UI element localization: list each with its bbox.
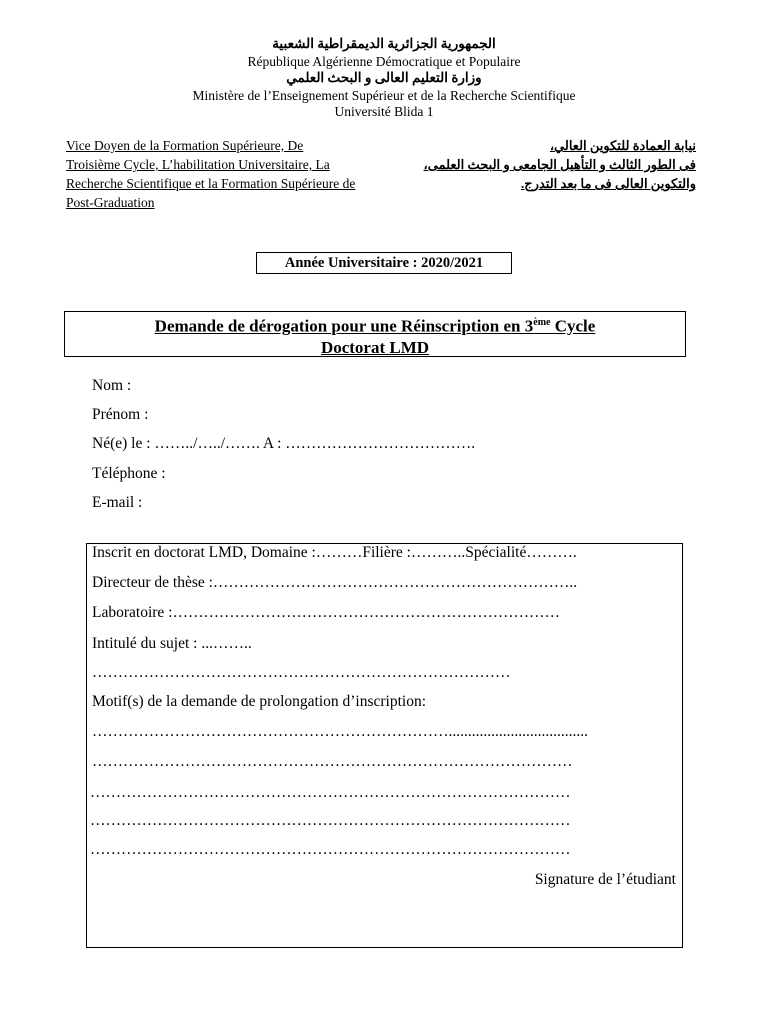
doctorate-info-box <box>86 543 683 948</box>
form-title-line2: Doctorat LMD <box>320 337 430 357</box>
ministry-name: Ministère de l’Enseignement Supérieur et de la Recherche Scientifique <box>192 88 576 103</box>
field-nom[interactable]: Nom : <box>92 377 132 394</box>
motif-label: Motif(s) de la demande de prolongation d’inscription: <box>92 693 427 710</box>
vice-dean-line: Troisième Cycle, L’habilitation Universitaire, La <box>66 157 330 172</box>
title-text: Demande de dérogation pour une Réinscription en 3 <box>154 316 534 336</box>
field-laboratoire[interactable]: Laboratoire :………………………………………………………………… <box>92 604 560 621</box>
vice-dean-line: Vice Doyen de la Formation Supérieure, De <box>66 138 304 153</box>
vice-dean-french <box>66 136 416 212</box>
vice-dean-arabic <box>406 136 696 193</box>
university-name: Université Blida 1 <box>334 104 434 119</box>
arabic-republic-name: الجمهورية الجزائرية الديمقراطية الشعبية <box>272 36 496 51</box>
signature-label: Signature de l’étudiant <box>534 871 676 888</box>
field-intitule-sujet-continued[interactable]: ……………………………………………………………………… <box>92 664 511 681</box>
field-date-naissance[interactable]: Né(e) le : ……../…../……. A : ………………………………. <box>92 435 476 452</box>
form-title-box <box>64 311 686 357</box>
vice-dean-line: Recherche Scientifique et la Formation Supérieure de <box>66 176 356 191</box>
vice-dean-line: Post-Graduation <box>66 195 155 210</box>
field-intitule-sujet[interactable]: Intitulé du sujet : ...…….. <box>92 635 252 652</box>
academic-year-box: Année Universitaire : 2020/2021 <box>256 252 512 274</box>
form-title-line1 <box>65 312 685 337</box>
motif-line[interactable]: …………………………………………………………….................................... <box>92 723 588 740</box>
vice-dean-arabic-line: نيابة العمادة للتكوين العالي، <box>549 138 696 153</box>
motif-line[interactable]: ………………………………………………………………………………… <box>90 841 571 858</box>
vice-dean-arabic-line: والتكوين العالى فى ما بعد التدرج. <box>521 176 696 191</box>
motif-line[interactable]: ………………………………………………………………………………… <box>90 784 571 801</box>
field-directeur-these[interactable]: Directeur de thèse :…………………………………………………………….. <box>92 574 578 591</box>
arabic-ministry-name: وزارة التعليم العالى و البحث العلمي <box>286 70 482 85</box>
title-superscript: ème <box>533 317 551 328</box>
title-text-end: Cycle <box>550 316 596 336</box>
field-domaine-filiere-specialite[interactable]: Inscrit en doctorat LMD, Domaine :………Filière :………..Spécialité………. <box>92 544 577 561</box>
field-prenom[interactable]: Prénom : <box>92 406 149 423</box>
motif-line[interactable]: ………………………………………………………………………………… <box>92 753 573 770</box>
field-email[interactable]: E-mail : <box>92 494 143 511</box>
republic-name: République Algérienne Démocratique et Populaire <box>247 54 521 69</box>
field-telephone[interactable]: Téléphone : <box>92 465 166 482</box>
vice-dean-arabic-line: فى الطور الثالث و التأهيل الجامعى و البحث العلمى، <box>423 157 696 172</box>
motif-line[interactable]: ………………………………………………………………………………… <box>90 812 571 829</box>
